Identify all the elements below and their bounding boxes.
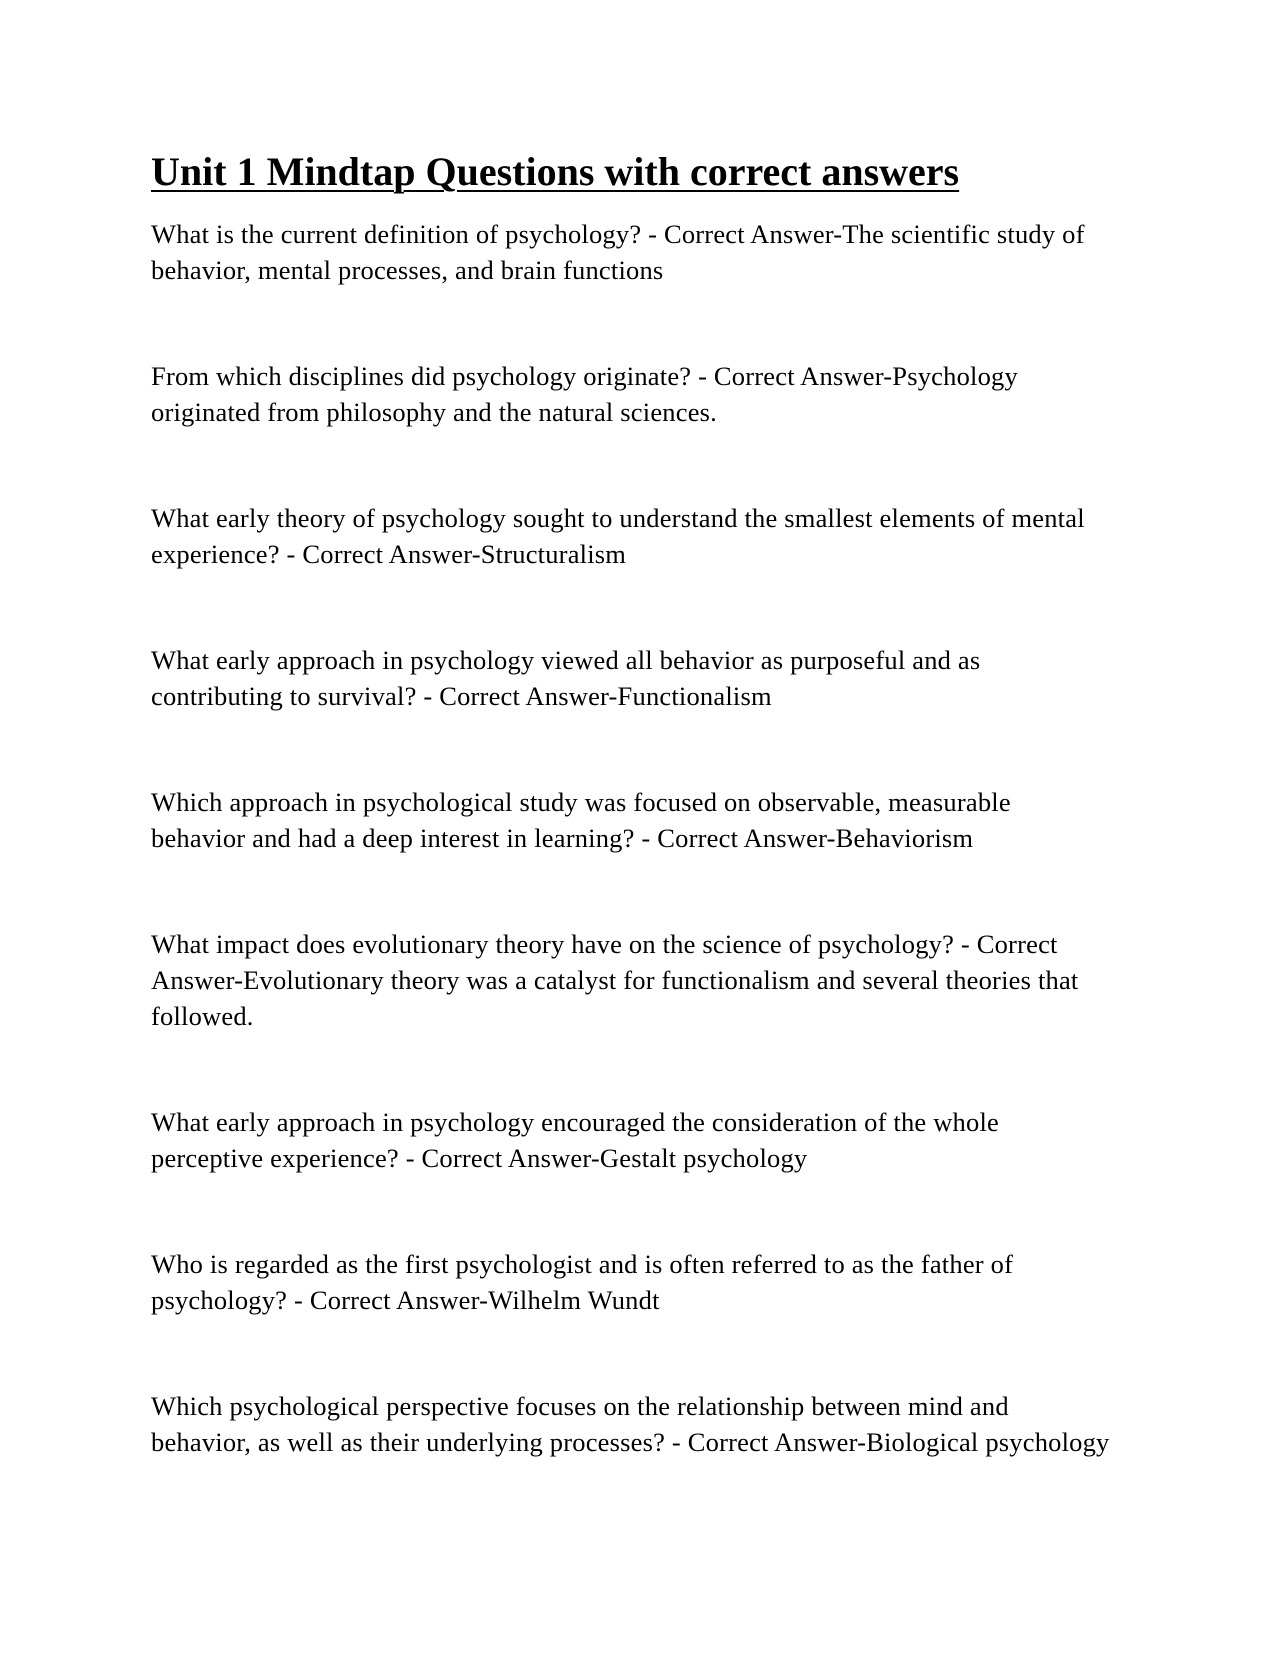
qa-item: Who is regarded as the first psychologist and is often referred to as the father of psychology? - Correct Answer-Wilhelm Wundt	[151, 1249, 1014, 1315]
document-content	[151, 148, 1111, 1530]
qa-item: What early theory of psychology sought to understand the smallest elements of mental experience? - Correct Answer-Structuralism	[151, 503, 1085, 569]
qa-item: What early approach in psychology encouraged the consideration of the whole perceptive experience? - Correct Answer-Gestalt psychology	[151, 1107, 999, 1173]
qa-item: Which approach in psychological study was focused on observable, measurable behavior and had a deep interest in learning? - Correct Answer-Behaviorism	[151, 787, 1011, 853]
document-title: Unit 1 Mindtap Questions with correct answers	[151, 149, 960, 194]
qa-item: What early approach in psychology viewed all behavior as purposeful and as contributing to survival? - Correct Answer-Functionalism	[151, 645, 981, 711]
qa-item: From which disciplines did psychology originate? - Correct Answer-Psychology originated from philosophy and the natural sciences.	[151, 361, 1018, 427]
qa-item: What is the current definition of psychology? - Correct Answer-The scientific study of behavior, mental processes, and brain functions	[151, 219, 1085, 285]
qa-item: Which psychological perspective focuses on the relationship between mind and behavior, as well as their underlying processes? - Correct Answer-Biological psychology	[151, 1391, 1110, 1457]
qa-item: What impact does evolutionary theory have on the science of psychology? - Correct Answer-Evolutionary theory was a catalyst for functionalism and several theories that followed.	[151, 929, 1079, 1031]
qa-list	[151, 216, 1111, 1460]
